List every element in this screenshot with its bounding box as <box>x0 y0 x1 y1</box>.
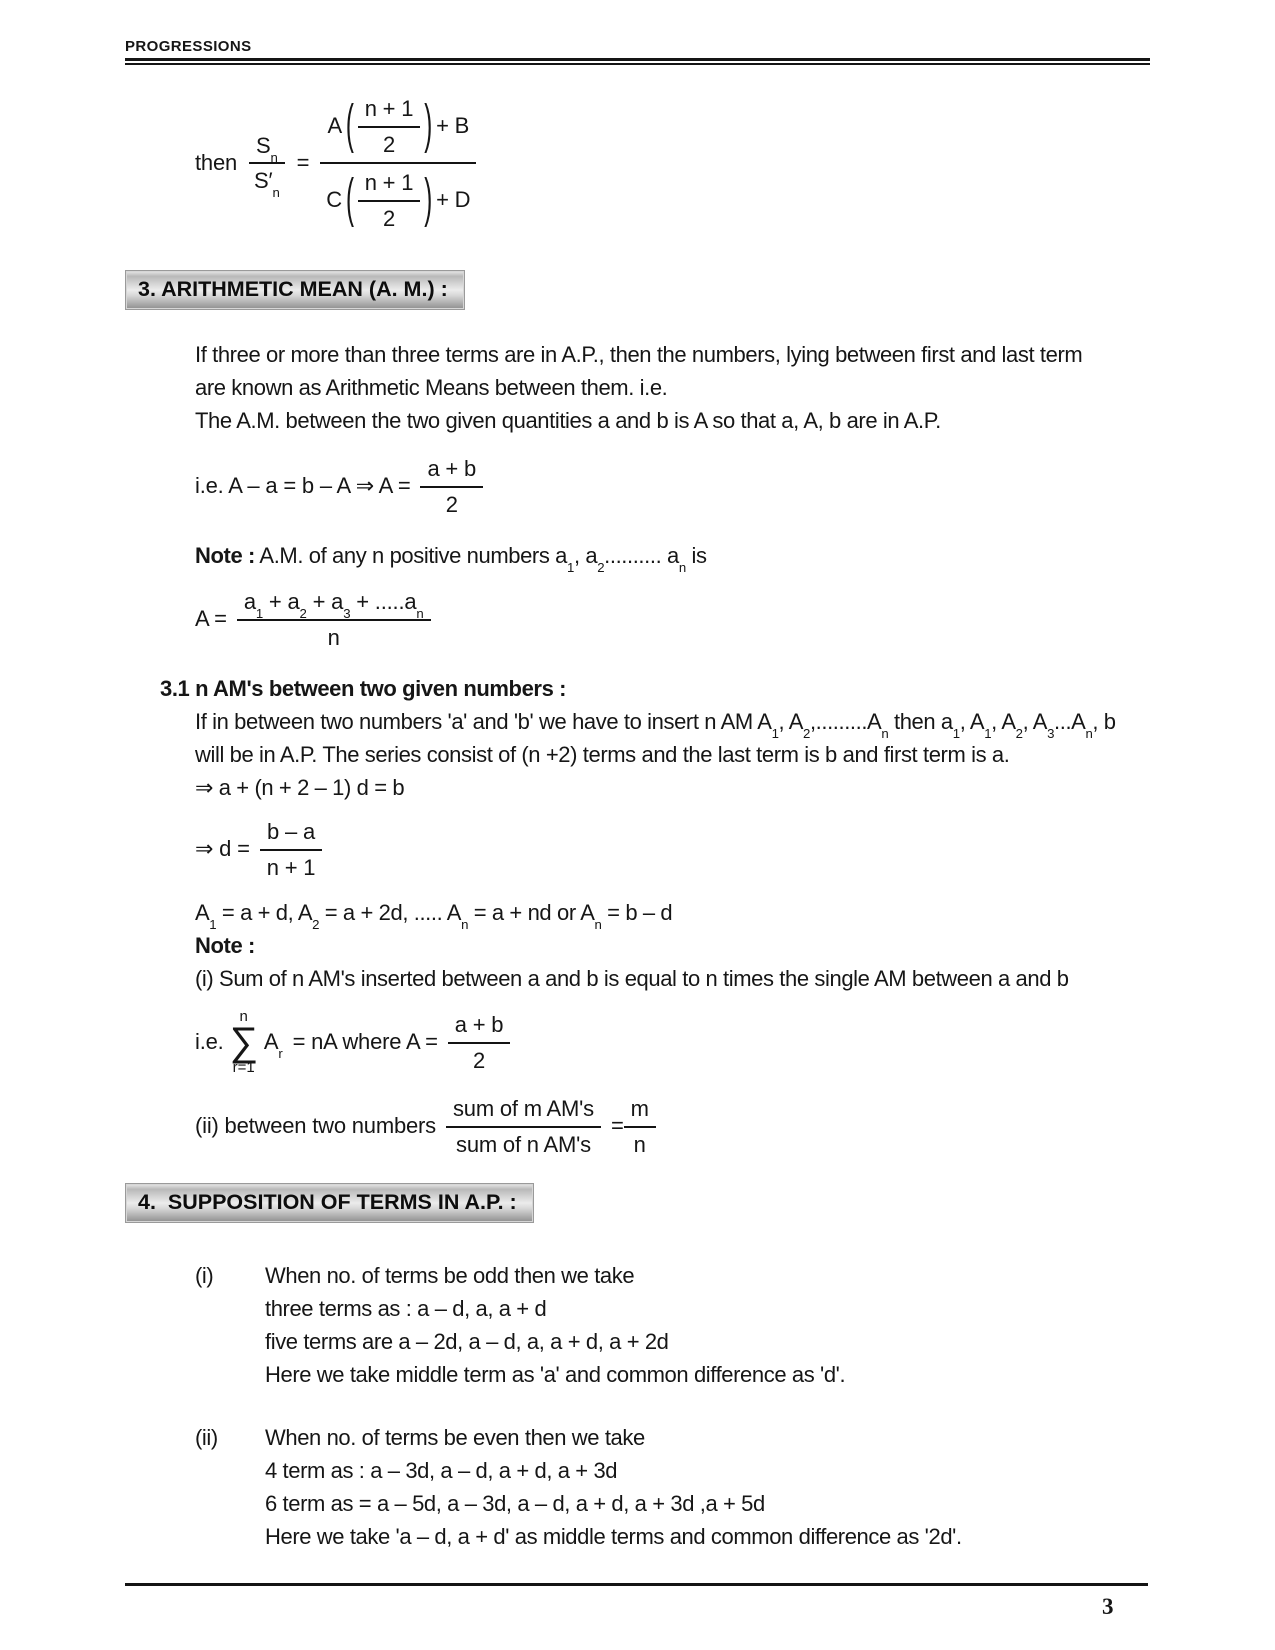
section-heading-supposition: 4. SUPPOSITION OF TERMS IN A.P. : <box>125 1183 534 1223</box>
formula-mean-of-n: A = $\frac{a_1 + a_2 + a_3 + .....a_n}{n}$ <box>195 586 1150 652</box>
fraction-a-plus-b-over-2: $\frac{a + b}{2}$ <box>448 1009 511 1075</box>
header-divider <box>125 58 1150 65</box>
formula-sum-of-ams: i.e. n ∑ r=1 $A_r$ = nA where A = $\frac{a + b}{2}$ <box>195 1009 1150 1075</box>
open-paren: ( <box>345 168 354 230</box>
fraction-sum-m-over-sum-n: $\frac{\text{sum of m AM's}}{\text{sum of n AM's}}$ <box>446 1093 601 1159</box>
list-line: When no. of terms be even then we take <box>265 1425 645 1450</box>
list-line: three terms as : a – d, a, a + d <box>265 1296 547 1321</box>
fraction-b-minus-a-over-n-plus-1: $\frac{b - a}{n + 1}$ <box>260 816 323 882</box>
fraction-ratio-rhs: A ( $\frac{n + 1}{2}$ ) + B C ( $\frac{n + 1}{2}$ ) + D <box>319 91 477 234</box>
page-header-title: PROGRESSIONS <box>125 38 252 55</box>
supposition-item-odd <box>195 1259 1150 1391</box>
section31-paragraph <box>195 705 1150 804</box>
formula-sn-ratio <box>195 91 1150 234</box>
fraction-m-over-n: $\frac{m}{n}$ <box>624 1093 656 1159</box>
item-label: (ii) <box>195 1425 218 1450</box>
list-line: five terms are a – 2d, a – d, a, a + d, a + 2d <box>265 1329 669 1354</box>
item-label: (i) <box>195 1263 214 1288</box>
paragraph-line: The A.M. between the two given quantities a and b is A so that a, A, b are in A.P. <box>195 408 941 433</box>
sigma-icon: ∑ <box>229 1020 258 1064</box>
close-paren: ) <box>424 94 433 156</box>
note-label: Note : <box>195 933 255 958</box>
fraction-n-plus-1-over-2: $\frac{n + 1}{2}$ <box>358 167 421 233</box>
paragraph-line: If three or more than three terms are in A.P., then the numbers, lying between first and last term <box>195 342 1083 367</box>
page-number: 3 <box>1102 1594 1114 1619</box>
paragraph-line: If in between two numbers 'a' and 'b' we have to insert n AM $A_1$, $A_2,.........A_n$ then $a_1$, $A_1$, $A_2$, $A_3...A_n$, b <box>195 709 1116 742</box>
formula-am-definition: i.e. A – a = b – A ⇒ A = $\frac{a + b}{2}$ <box>195 453 1150 519</box>
formula-ratio-of-sums: (ii) between two numbers $\frac{\text{sum of m AM's}}{\text{sum of n AM's}}$ = $\frac{m}{n}$ <box>195 1093 1150 1159</box>
subsection-heading-n-ams: 3.1 n AM's between two given numbers : <box>160 676 567 701</box>
fraction-sum-over-n: $\frac{a_1 + a_2 + a_3 + .....a_n}{n}$ <box>237 586 431 652</box>
fraction-sn: $\frac{S_n}{S'_n}$ <box>247 130 287 196</box>
list-line: When no. of terms be odd then we take <box>265 1263 635 1288</box>
list-line: 6 term as = a – 5d, a – 3d, a – d, a + d, a + 3d ,a + 5d <box>265 1491 765 1516</box>
fraction-n-plus-1-over-2: $\frac{n + 1}{2}$ <box>358 93 421 159</box>
paragraph-line: ⇒ a + (n + 2 – 1) d = b <box>195 775 405 800</box>
list-line: Here we take 'a – d, a + d' as middle terms and common difference as '2d'. <box>265 1524 962 1549</box>
note-item-i: (i) Sum of n AM's inserted between a and b is equal to n times the single AM between a and b <box>195 966 1069 991</box>
footer-divider <box>125 1583 1148 1586</box>
formula-lead-then: then <box>195 149 238 175</box>
fraction-a-plus-b-over-2: $\frac{a + b}{2}$ <box>420 453 483 519</box>
formula-am-terms: $A_1 = a + d$, $A_2 = a + 2d$, ..... $A_n = a$ + nd or $A_n = b - d$ <box>195 900 673 933</box>
supposition-item-even <box>195 1421 1150 1553</box>
paragraph-line: will be in A.P. The series consist of (n +2) terms and the last term is b and first term is a. <box>195 742 1010 767</box>
list-line: Here we take middle term as 'a' and common difference as 'd'. <box>265 1362 846 1387</box>
note-am-of-n-numbers: Note : A.M. of any n positive numbers $a_1$, $a_2$.......... $a_n$ is <box>195 543 707 576</box>
formula-common-difference: ⇒ d = $\frac{b - a}{n + 1}$ <box>195 816 1150 882</box>
paragraph-line: are known as Arithmetic Means between them. i.e. <box>195 375 668 400</box>
list-line: 4 term as : a – 3d, a – d, a + d, a + 3d <box>265 1458 618 1483</box>
section-heading-arithmetic-mean: 3. ARITHMETIC MEAN (A. M.) : <box>125 270 465 310</box>
note-label: Note : <box>195 543 255 568</box>
summation-symbol: n ∑ r=1 <box>229 1008 258 1076</box>
equals-sign: = <box>296 149 310 175</box>
section3-paragraph <box>195 338 1150 437</box>
open-paren: ( <box>345 94 354 156</box>
equals-sign: = <box>610 1113 624 1138</box>
close-paren: ) <box>424 168 433 230</box>
